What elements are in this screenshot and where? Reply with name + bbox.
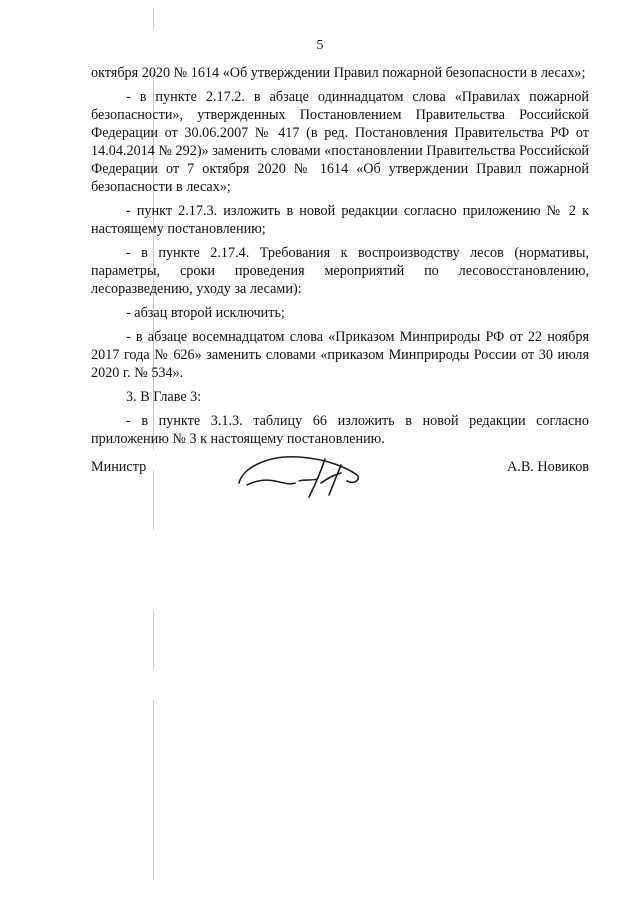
paragraph: - в пункте 2.17.2. в абзаце одиннадцатом слова «Правилах пожарной безопасности», утвержденных Постановлением Правительства Российской Федерации от 30.06.2007 № 417 (в ред. Постановления Правительства РФ от 14.04.2014 № 292)» заменить словами «постановлении Правительства Российской Федерации от 7 октября 2020 № 1614 «Об утверждении Правил пожарной безопасности в лесах»; — [91, 89, 589, 195]
scan-artifact-line — [153, 700, 154, 880]
paragraph: - в абзаце восемнадцатом слова «Приказом Минприроды РФ от 22 ноября 2017 года № 626» заменить словами «приказом Минприроды России от 30 июля 2020 г. № 534». — [91, 329, 589, 381]
paragraph: - в пункте 2.17.4. Требования к воспроизводству лесов (нормативы, параметры, сроки проведения мероприятий по лесовосстановлению, лесоразведению, уходу за лесами): — [91, 245, 589, 297]
handwritten-signature — [229, 445, 389, 505]
paragraph: - абзац второй исключить; — [126, 305, 285, 321]
signature-block — [91, 457, 589, 517]
paragraph: 3. В Главе 3: — [126, 389, 202, 405]
paragraph: - в пункте 3.1.3. таблицу 66 изложить в новой редакции согласно приложению № 3 к настоящему постановлению. — [91, 413, 589, 447]
scan-artifact-line — [153, 8, 154, 30]
signatory-name: А.В. Новиков — [507, 459, 589, 475]
signatory-title: Министр — [91, 459, 147, 475]
paragraph: - пункт 2.17.3. изложить в новой редакции согласно приложению № 2 к настоящему постановлению; — [91, 203, 589, 237]
page-number: 5 — [316, 38, 324, 53]
scan-artifact-line — [153, 610, 154, 670]
paragraph: октября 2020 № 1614 «Об утверждении Правил пожарной безопасности в лесах»; — [91, 65, 586, 81]
document-body — [91, 64, 589, 454]
